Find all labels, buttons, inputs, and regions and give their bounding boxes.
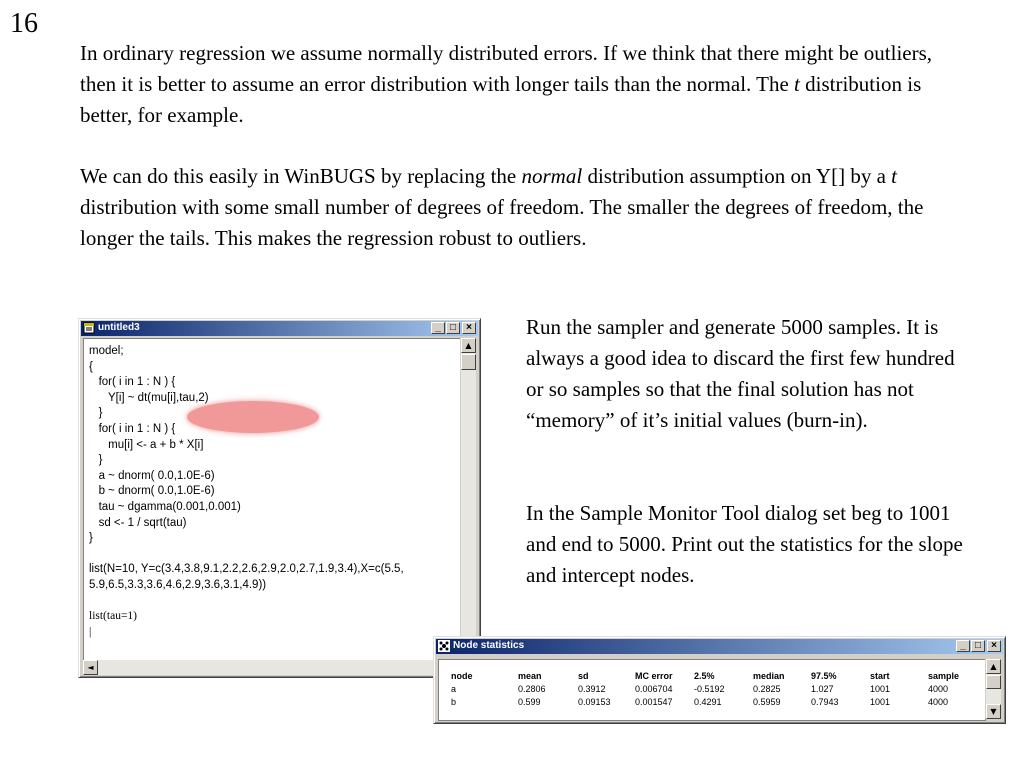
- p1-t-italic: t: [794, 72, 800, 96]
- code-line: Y[i] ~ dt(mu[i],tau,2): [89, 391, 209, 404]
- table-row: [451, 695, 968, 708]
- close-button[interactable]: ×: [462, 322, 476, 334]
- code-line: tau ~ dgamma(0.001,0.001): [89, 500, 241, 513]
- p2-text-c: distribution with some small number of degrees of freedom. The smaller the degrees of freedom, the longer the tails. This makes the regression robust to outliers.: [80, 195, 924, 250]
- stats-scroll-thumb[interactable]: [986, 675, 1001, 689]
- stats-scroll-up-icon[interactable]: ▲: [986, 659, 1001, 674]
- p2-normal-italic: normal: [521, 164, 583, 188]
- code-line: }: [89, 407, 103, 420]
- stats-header-row: [451, 669, 968, 682]
- cell: 0.09153: [578, 696, 611, 707]
- document-icon: [83, 322, 95, 334]
- cell: 0.3912: [578, 683, 606, 694]
- p1-text-a: In ordinary regression we assume normally distributed errors. If we think that there might be outliers, then it is better to assume an error distribution with longer tails than the normal. The: [80, 41, 933, 96]
- col-mc-error: MC error: [635, 670, 673, 681]
- code-line: b ~ dnorm( 0.0,1.0E-6): [89, 485, 215, 498]
- editor-horizontal-scrollbar[interactable]: [83, 660, 460, 675]
- intro-paragraph: [80, 38, 960, 131]
- p2-t-italic: t: [891, 164, 897, 188]
- stats-titlebar[interactable]: [436, 639, 1003, 654]
- code-line: }: [89, 532, 93, 545]
- stats-minimize-button[interactable]: _: [956, 640, 970, 652]
- stats-maximize-button[interactable]: □: [971, 640, 985, 652]
- winbugs-paragraph: [80, 161, 960, 254]
- sampler-instructions: Run the sampler and generate 5000 samples. It is always a good idea to discard the first few hundred or so samples so that the final solution has not “memory” of it’s initial values (burn-in).: [526, 315, 955, 432]
- col-sd: sd: [578, 670, 589, 681]
- node-statistics-window[interactable]: [433, 636, 1006, 724]
- cell: 0.599: [518, 696, 541, 707]
- scroll-thumb[interactable]: [461, 354, 476, 370]
- col-node: node: [451, 670, 473, 681]
- code-line: mu[i] <- a + b * X[i]: [89, 438, 204, 451]
- maximize-button[interactable]: □: [446, 322, 460, 334]
- scroll-up-icon[interactable]: ▲: [461, 338, 476, 353]
- col-97-5: 97.5%: [811, 670, 837, 681]
- col-sample: sample: [928, 670, 960, 681]
- col-median: median: [753, 670, 785, 681]
- code-line: for( i in 1 : N ) {: [89, 376, 176, 389]
- code-line: model;: [89, 345, 124, 357]
- stats-table-area: [438, 659, 986, 721]
- cell: 0.2806: [518, 683, 546, 694]
- stats-icon: [438, 640, 450, 652]
- cell: 4000: [928, 683, 949, 694]
- code-line: list(N=10, Y=c(3.4,3.8,9.1,2.2,2.6,2.9,2.0,2.7,1.9,3.4),X=c(5.5,: [89, 563, 404, 576]
- stats-scroll-down-icon[interactable]: ▼: [986, 704, 1001, 719]
- editor-vertical-scrollbar[interactable]: [460, 338, 476, 661]
- col-mean: mean: [518, 670, 542, 681]
- p2-text-a: We can do this easily in WinBUGS by replacing the: [80, 164, 522, 188]
- cell: 1001: [870, 696, 891, 707]
- editor-titlebar[interactable]: [81, 321, 478, 336]
- slide-number: 16: [10, 8, 38, 39]
- cell: 0.7943: [811, 696, 839, 707]
- code-line: }: [89, 454, 103, 467]
- node-stats-table: [451, 669, 968, 708]
- code-line: a ~ dnorm( 0.0,1.0E-6): [89, 469, 215, 482]
- cell: 0.5959: [753, 696, 781, 707]
- code-line: {: [89, 360, 93, 373]
- cell: 1001: [870, 683, 891, 694]
- cell: 0.2825: [753, 683, 781, 694]
- code-line: list(tau=1): [89, 610, 138, 623]
- cell: -0.5192: [694, 683, 725, 694]
- cell: 1.027: [811, 683, 834, 694]
- cell: b: [451, 696, 457, 707]
- cell: 0.006704: [635, 683, 673, 694]
- code-line: [89, 547, 404, 563]
- code-line: for( i in 1 : N ) {: [89, 422, 176, 435]
- cell: 4000: [928, 696, 949, 707]
- minimize-button[interactable]: _: [431, 322, 445, 334]
- p1-text-b: distribution is better, for example.: [80, 72, 922, 127]
- cell: 0.001547: [635, 696, 673, 707]
- model-code[interactable]: [89, 344, 404, 640]
- scroll-left-icon[interactable]: ◄: [83, 660, 98, 675]
- monitor-instructions: In the Sample Monitor Tool dialog set beg to 1001 and end to 5000. Print out the statistics for the slope and intercept nodes.: [526, 501, 963, 587]
- cell: 0.4291: [694, 696, 722, 707]
- p2-text-b: distribution assumption on Y[] by a: [582, 164, 892, 188]
- cell: a: [451, 683, 457, 694]
- editor-title: untitled3: [98, 322, 140, 333]
- stats-vertical-scrollbar[interactable]: [985, 659, 1001, 719]
- model-code-editor[interactable]: [83, 338, 462, 663]
- code-line: sd <- 1 / sqrt(tau): [89, 516, 187, 529]
- code-line: [89, 594, 404, 610]
- col-2-5: 2.5%: [694, 670, 715, 681]
- table-row: [451, 682, 968, 695]
- stats-close-button[interactable]: ×: [987, 640, 1001, 652]
- code-line: |: [89, 625, 92, 638]
- model-editor-window[interactable]: [78, 318, 481, 678]
- stats-title: Node statistics: [453, 640, 525, 651]
- col-start: start: [870, 670, 890, 681]
- code-line: 5.9,6.5,3.3,3.6,4.6,2.9,3.6,3.1,4.9)): [89, 578, 267, 591]
